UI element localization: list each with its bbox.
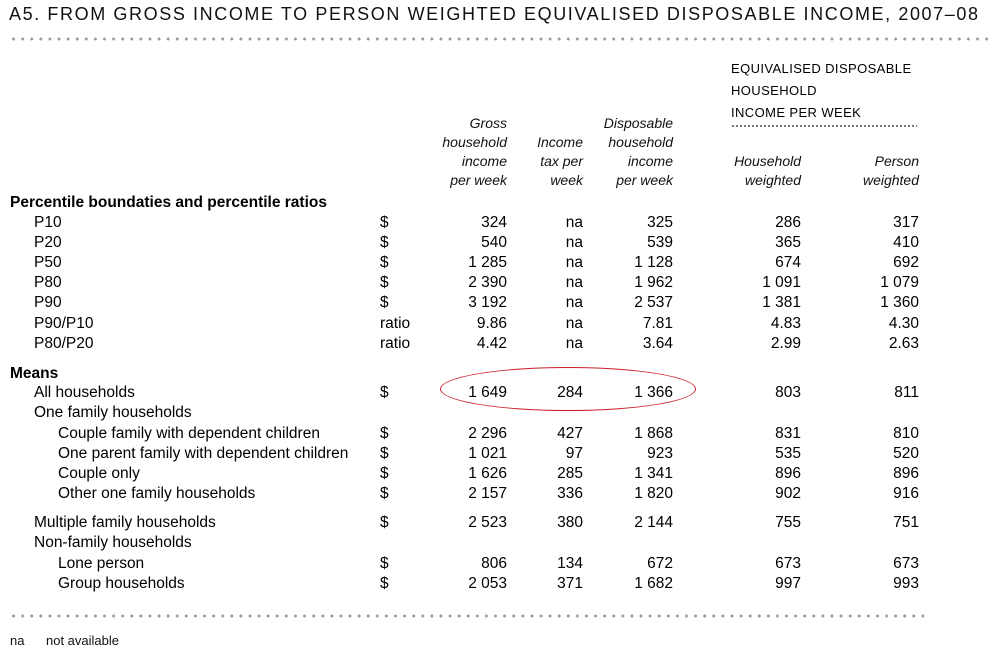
row-label: Means	[10, 365, 59, 382]
cell-disposable: 1 868	[634, 425, 673, 442]
footnote-key: na	[10, 633, 25, 648]
cell-disposable: 3.64	[642, 335, 673, 352]
cell-gross: 2 296	[468, 425, 507, 442]
col-header-line: weighted	[744, 172, 801, 188]
cell-household-weighted: 535	[775, 445, 801, 462]
cell-disposable: 2 537	[634, 294, 673, 311]
row-label: Multiple family households	[34, 514, 216, 531]
cell-tax: 285	[557, 465, 583, 482]
row-label: All households	[34, 384, 135, 401]
cell-person-weighted: 751	[893, 514, 919, 531]
cell-person-weighted: 811	[894, 384, 919, 401]
cell-person-weighted: 1 079	[880, 274, 919, 291]
cell-household-weighted: 286	[775, 214, 801, 231]
cell-person-weighted: 410	[893, 234, 919, 251]
table-row	[0, 314, 1000, 334]
cell-household-weighted: 831	[775, 425, 801, 442]
cell-gross: 2 053	[468, 575, 507, 592]
group-header-line: HOUSEHOLD	[731, 83, 817, 98]
cell-person-weighted: 520	[893, 445, 919, 462]
cell-person-weighted: 4.30	[888, 315, 919, 332]
cell-gross: 9.86	[476, 315, 507, 332]
cell-unit: ratio	[380, 335, 411, 352]
row-label: P80/P20	[34, 335, 94, 352]
cell-unit: $	[380, 485, 389, 502]
cell-person-weighted: 993	[893, 575, 919, 592]
row-label: One parent family with dependent children	[58, 445, 349, 462]
cell-household-weighted: 896	[775, 465, 801, 482]
cell-household-weighted: 2.99	[770, 335, 801, 352]
cell-unit: $	[380, 575, 389, 592]
row-label: P10	[34, 214, 62, 231]
cell-household-weighted: 1 381	[762, 294, 801, 311]
cell-tax: na	[565, 214, 583, 231]
row-label: Non-family households	[34, 534, 192, 551]
row-label: P90/P10	[34, 315, 94, 332]
cell-unit: $	[380, 294, 389, 311]
cell-unit: $	[380, 555, 389, 572]
cell-person-weighted: 896	[893, 465, 919, 482]
group-header-line: INCOME PER WEEK	[731, 105, 862, 120]
cell-household-weighted: 674	[775, 254, 801, 271]
cell-unit: ratio	[380, 315, 411, 332]
footnote-text: not available	[46, 633, 119, 648]
col-header-line: household	[608, 134, 673, 150]
cell-person-weighted: 692	[893, 254, 919, 271]
cell-gross: 540	[481, 234, 507, 251]
cell-disposable: 539	[647, 234, 673, 251]
cell-tax: na	[565, 234, 583, 251]
col-header-line: Gross	[469, 115, 507, 131]
cell-disposable: 1 820	[634, 485, 673, 502]
row-label: Group households	[58, 575, 185, 592]
col-header-line: income	[461, 153, 507, 169]
cell-disposable: 1 682	[634, 575, 673, 592]
cell-unit: $	[380, 445, 389, 462]
cell-unit: $	[380, 514, 389, 531]
cell-unit: $	[380, 465, 389, 482]
table-row	[0, 213, 1000, 233]
col-header-line: per week	[450, 172, 507, 188]
cell-person-weighted: 1 360	[880, 294, 919, 311]
cell-person-weighted: 2.63	[888, 335, 919, 352]
highlight-ellipse	[440, 367, 696, 411]
cell-tax: 371	[557, 575, 583, 592]
section-heading-row	[0, 193, 1000, 213]
col-header-line: per week	[616, 172, 673, 188]
table-row	[0, 334, 1000, 354]
cell-household-weighted: 803	[775, 384, 801, 401]
cell-tax: 380	[557, 514, 583, 531]
col-header-tax	[537, 133, 583, 190]
equivalised-group-header	[731, 58, 912, 124]
cell-gross: 1 285	[468, 254, 507, 271]
cell-disposable: 1 341	[634, 465, 673, 482]
row-label: Percentile boundaties and percentile ratios	[10, 194, 327, 211]
footnote	[10, 633, 119, 648]
table-row	[0, 533, 1000, 553]
table-row	[0, 253, 1000, 273]
cell-gross: 1 649	[468, 384, 507, 401]
table-row	[0, 233, 1000, 253]
cell-tax: 134	[557, 555, 583, 572]
cell-unit: $	[380, 425, 389, 442]
table-row	[0, 444, 1000, 464]
cell-gross: 2 157	[468, 485, 507, 502]
col-header-person-weighted	[863, 152, 919, 190]
cell-tax: 97	[565, 445, 583, 462]
group-header-dotted-underline	[731, 125, 917, 127]
col-header-household-weighted	[734, 152, 801, 190]
table-title: A5. FROM GROSS INCOME TO PERSON WEIGHTED EQUIVALISED DISPOSABLE INCOME, 2007–08	[9, 4, 980, 24]
group-header-line: EQUIVALISED DISPOSABLE	[731, 61, 912, 76]
row-label: Couple family with dependent children	[58, 425, 320, 442]
col-header-line: Disposable	[603, 115, 673, 131]
table-row	[0, 293, 1000, 313]
row-label: P90	[34, 294, 62, 311]
table-row	[0, 513, 1000, 533]
cell-tax: na	[565, 294, 583, 311]
col-header-line: weighted	[862, 172, 919, 188]
cell-disposable: 325	[647, 214, 673, 231]
row-label: P80	[34, 274, 62, 291]
table-row	[0, 273, 1000, 293]
table-row	[0, 554, 1000, 574]
cell-tax: na	[565, 254, 583, 271]
cell-household-weighted: 755	[775, 514, 801, 531]
cell-disposable: 1 128	[634, 254, 673, 271]
cell-gross: 1 021	[468, 445, 507, 462]
col-header-gross	[442, 114, 507, 190]
row-label: One family households	[34, 404, 192, 421]
table-row	[0, 464, 1000, 484]
col-header-line: Income	[537, 134, 583, 150]
cell-household-weighted: 365	[775, 234, 801, 251]
row-label: Other one family households	[58, 485, 256, 502]
cell-gross: 324	[481, 214, 507, 231]
cell-gross: 3 192	[468, 294, 507, 311]
table-row	[0, 424, 1000, 444]
row-label: P50	[34, 254, 62, 271]
row-label: Lone person	[58, 555, 145, 572]
cell-tax: 427	[557, 425, 583, 442]
cell-unit: $	[380, 254, 389, 271]
cell-tax: na	[565, 274, 583, 291]
cell-gross: 2 390	[468, 274, 507, 291]
cell-gross: 1 626	[468, 465, 507, 482]
col-header-line: income	[627, 153, 673, 169]
col-header-line: week	[550, 172, 583, 188]
cell-disposable: 923	[647, 445, 673, 462]
cell-household-weighted: 673	[775, 555, 801, 572]
table-row	[0, 574, 1000, 594]
cell-unit: $	[380, 274, 389, 291]
cell-unit: $	[380, 214, 389, 231]
cell-person-weighted: 673	[893, 555, 919, 572]
col-header-line: household	[442, 134, 507, 150]
cell-disposable: 7.81	[642, 315, 673, 332]
top-dotted-rule	[9, 37, 994, 41]
col-header-line: tax per	[540, 153, 583, 169]
cell-household-weighted: 902	[775, 485, 801, 502]
cell-household-weighted: 997	[775, 575, 801, 592]
cell-disposable: 1 366	[634, 384, 673, 401]
col-header-line: Household	[734, 153, 801, 169]
cell-household-weighted: 1 091	[762, 274, 801, 291]
cell-tax: 336	[557, 485, 583, 502]
cell-tax: na	[565, 315, 583, 332]
cell-disposable: 672	[647, 555, 673, 572]
cell-tax: na	[565, 335, 583, 352]
row-label: P20	[34, 234, 62, 251]
cell-unit: $	[380, 234, 389, 251]
cell-gross: 2 523	[468, 514, 507, 531]
cell-person-weighted: 916	[893, 485, 919, 502]
cell-gross: 806	[481, 555, 507, 572]
col-header-line: Person	[874, 153, 919, 169]
cell-unit: $	[380, 384, 389, 401]
row-label: Couple only	[58, 465, 140, 482]
bottom-dotted-rule	[9, 614, 924, 618]
cell-disposable: 1 962	[634, 274, 673, 291]
col-header-disposable	[604, 114, 673, 190]
cell-person-weighted: 810	[893, 425, 919, 442]
cell-household-weighted: 4.83	[770, 315, 801, 332]
cell-gross: 4.42	[476, 335, 507, 352]
cell-person-weighted: 317	[893, 214, 919, 231]
table-row	[0, 484, 1000, 504]
cell-tax: 284	[557, 384, 583, 401]
cell-disposable: 2 144	[634, 514, 673, 531]
